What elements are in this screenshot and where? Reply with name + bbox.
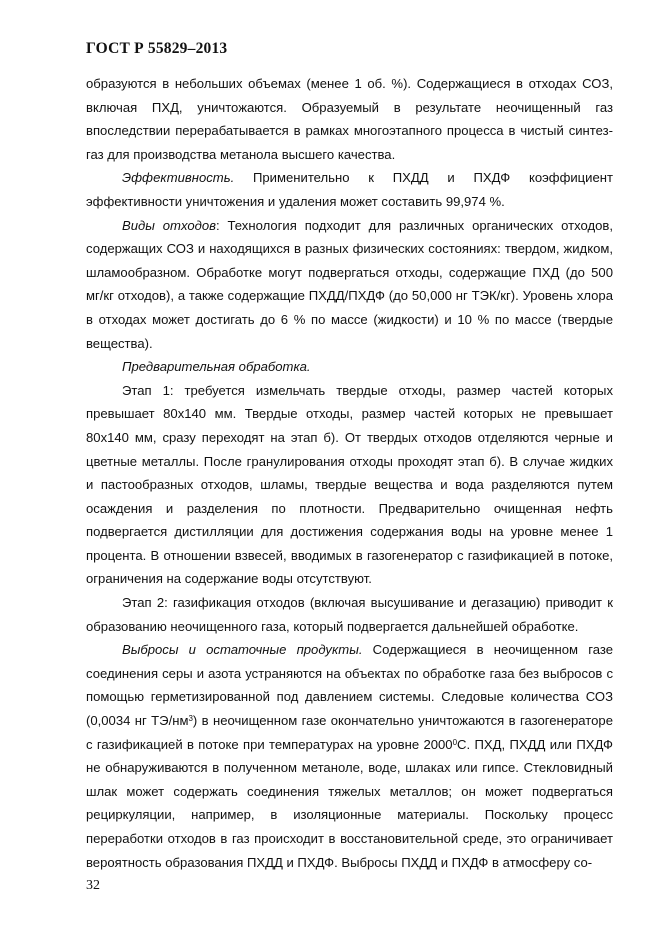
paragraph-7 <box>86 638 613 874</box>
paragraph-2-title: Эффективность. <box>122 170 235 186</box>
document-body <box>86 72 613 874</box>
paragraph-2-text: Применительно к ПХДД и ПХДФ коэффициент эффективности уничтожения и удаления может составить 99,974 %. <box>86 170 613 209</box>
paragraph-7-text-b: ) в неочищенном газе окончательно уничтожаются в газогенераторе с газификацией в потоке при температурах на уровне 2000 <box>86 713 613 752</box>
paragraph-7-text-a: Содержащиеся в неочищенном газе соединения серы и азота устраняются на объектах по обработке газа без выбросов с помощью герметизированной под давлением системы. Следовые количества СОЗ (0,0034 нг ТЭ/нм <box>86 642 613 729</box>
paragraph-2 <box>86 166 613 213</box>
document-header: ГОСТ Р 55829–2013 <box>86 40 228 57</box>
paragraph-3 <box>86 214 613 356</box>
page-number: 32 <box>86 878 100 893</box>
paragraph-4 <box>86 355 613 379</box>
paragraph-7-text-c: С. ПХД, ПХДД или ПХДФ не обнаруживаются в полученном метаноле, воде, шлаках или гипсе. Стекловидный шлак может содержать соединения тяжелых металлов; он может подвергаться рециркуляции, например, в изоляционные материалы. Поскольку процесс переработки отходов в газ происходит в восстановительной среде, это ограничивает вероятность образования ПХДД и ПХДФ. Выбросы ПХДД и ПХДФ в атмосферу со- <box>86 736 614 870</box>
paragraph-7-title: Выбросы и остаточные продукты. <box>122 642 363 658</box>
paragraph-3-text: : Технология подходит для различных органических отходов, содержащих СОЗ и находящихся в разных физических состояниях: твердом, жидком, шламообразном. Обработке могут подвергаться отходы, содержащие ПХД (до 500 мг/кг отходов), а также содержащие ПХДД/ПХДФ (до 50,000 нг ТЭК/кг). Уровень хлора в отходах может достигать до 6 % по массе (жидкости) и 10 % по массе (твердые вещества). <box>86 217 613 351</box>
paragraph-3-title: Виды отходов <box>122 217 217 233</box>
paragraph-6: Этап 2: газификация отходов (включая высушивание и дегазацию) приводит к образованию неочищенного газа, который подвергается дальнейшей обработке. <box>86 595 613 634</box>
paragraph-1: образуются в небольших объемах (менее 1 об. %). Содержащиеся в отходах СОЗ, включая ПХД, уничтожаются. Образуемый в результате неочищенный газ впоследствии перерабатывается в рамках многоэтапного процесса в чистый синтез-газ для производства метанола высшего качества. <box>86 76 613 162</box>
superscript-degree: 0 <box>452 737 458 747</box>
superscript-cubic: 3 <box>188 714 193 724</box>
paragraph-5: Этап 1: требуется измельчать твердые отходы, размер частей которых превышает 80x140 мм. Твердые отходы, размер частей которых не превышает 80x140 мм, сразу переходят на этап б). От твердых отходов отделяются черные и цветные металлы. После гранулирования отходы проходят этап б). В случае жидких и пастообразных отходов, шламы, твердые вещества и вода разделяются путем осаждения и разделения по плотности. Предварительно очищенная нефть подвергается дистилляции для достижения содержания воды на уровне менее 1 процента. В отношении взвесей, вводимых в газогенератор с газификацией в потоке, ограничения на содержание воды отсутствуют. <box>86 382 613 587</box>
paragraph-4-title: Предварительная обработка. <box>122 359 311 375</box>
